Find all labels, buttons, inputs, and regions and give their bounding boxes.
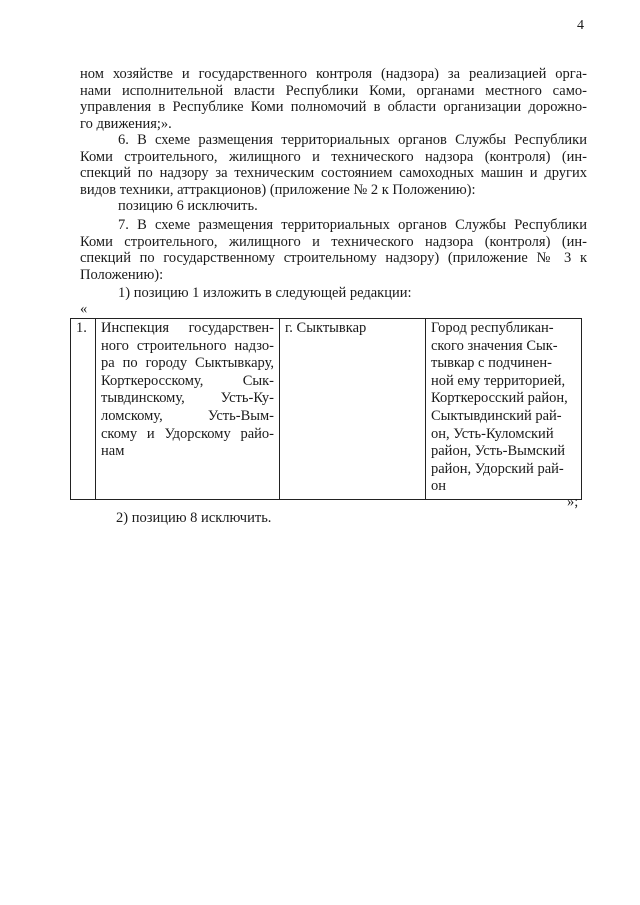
row-number: 1. bbox=[76, 320, 87, 336]
cell-text-line: Инспекция государствен- bbox=[101, 320, 274, 336]
cell-text-line: Сыктывдинский рай- bbox=[431, 407, 562, 424]
text-line: Положению): bbox=[80, 266, 164, 283]
cell-location bbox=[280, 319, 426, 500]
page-number: 4 bbox=[577, 18, 584, 33]
cell-text-line: тывдинскому, Усть-Ку- bbox=[101, 390, 274, 407]
opening-quote: « bbox=[80, 301, 88, 317]
cell-text-line: ского значения Сык- bbox=[431, 337, 558, 354]
item-6-paragraph bbox=[80, 132, 587, 198]
text-line: спекций по государственному строительному надзору) (приложение № 3 к bbox=[80, 250, 587, 266]
cell-text-line: ра по городу Сыктывкару, bbox=[101, 355, 274, 372]
cell-name bbox=[96, 319, 280, 500]
item-6-instruction: позицию 6 исключить. bbox=[118, 198, 258, 214]
cell-text-line: нам bbox=[101, 443, 125, 460]
cell-text-line: Корткеросский район, bbox=[431, 390, 568, 407]
cell-text-line: тывкар с подчинен- bbox=[431, 355, 552, 372]
text-line: Коми строительного, жилищного и технического надзора (контроля) (ин- bbox=[80, 233, 587, 250]
cell-territory bbox=[426, 319, 582, 500]
text-line: спекций по надзору за техническим состоянием самоходных машин и других bbox=[80, 165, 587, 181]
item-7-instruction-2: 2) позицию 8 исключить. bbox=[116, 510, 272, 526]
text-line: Коми строительного, жилищного и технического надзора (контроля) (ин- bbox=[80, 148, 587, 165]
cell-text-line: ной ему территорией, bbox=[431, 372, 566, 389]
table-row bbox=[71, 319, 582, 500]
cell-text-line: район, Усть-Вымский bbox=[431, 443, 566, 460]
closing-quote: »; bbox=[567, 494, 579, 510]
cell-text-line: он, Усть-Куломский bbox=[431, 425, 554, 442]
item-7-paragraph bbox=[80, 217, 587, 283]
cell-text-line: район, Удорский рай- bbox=[431, 460, 564, 477]
position-table bbox=[70, 318, 582, 500]
cell-text-line: Корткеросскому, Сык- bbox=[101, 372, 274, 389]
text-line: го движения;». bbox=[80, 115, 172, 132]
paragraph-continuation bbox=[80, 66, 587, 132]
item-7-instruction-1: 1) позицию 1 изложить в следующей редакции: bbox=[118, 285, 412, 301]
cell-text-line: ного строительного надзо- bbox=[101, 337, 274, 354]
cell-text-line: ломскому, Усть-Вым- bbox=[101, 407, 274, 424]
text-line: видов техники, аттракционов) (приложение № 2 к Положению): bbox=[80, 181, 476, 198]
location-text: г. Сыктывкар bbox=[285, 320, 367, 336]
text-line: нами исполнительной власти Республики Коми, органами местного само- bbox=[80, 82, 587, 99]
text-line: 7. В схеме размещения территориальных органов Службы Республики bbox=[118, 217, 587, 233]
cell-text-line: Город республикан- bbox=[431, 320, 554, 336]
cell-text-line: он bbox=[431, 478, 447, 495]
text-line: ном хозяйстве и государственного контроля (надзора) за реализацией орга- bbox=[80, 66, 587, 82]
cell-text-line: скому и Удорскому райо- bbox=[101, 425, 274, 442]
text-line: управления в Республике Коми полномочий в области организации дорожно- bbox=[80, 99, 587, 115]
text-line: 6. В схеме размещения территориальных органов Службы Республики bbox=[118, 132, 587, 148]
cell-number bbox=[71, 319, 96, 500]
